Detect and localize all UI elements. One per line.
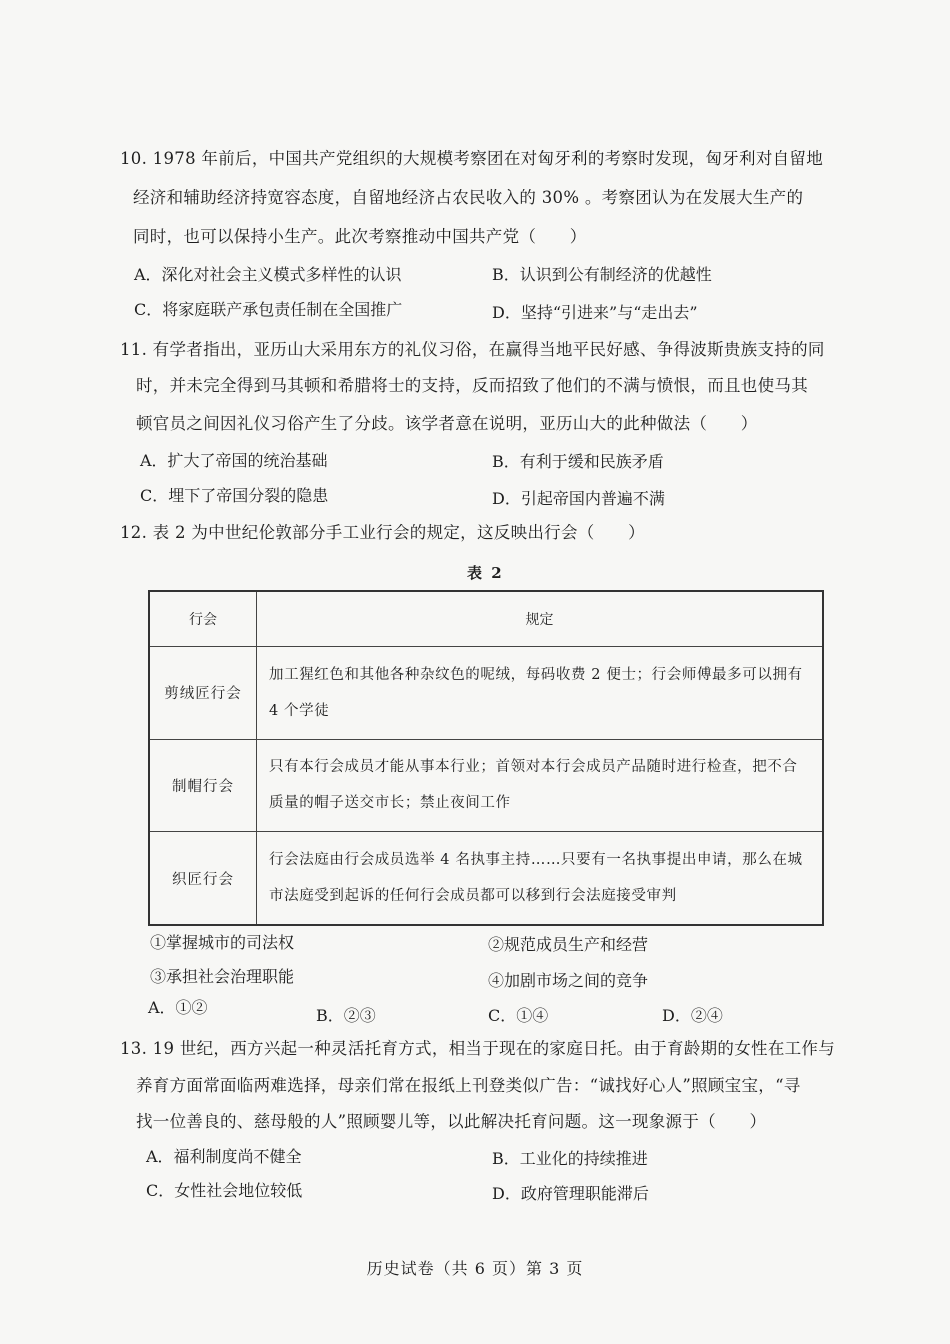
q10-option-a[interactable]: A．深化对社会主义模式多样性的认识 xyxy=(134,265,402,284)
q11-stem-line-3: 顿官员之间因礼仪习俗产生了分歧。该学者意在说明，亚历山大的此种做法（ ） xyxy=(136,414,758,433)
q11-option-a[interactable]: A．扩大了帝国的统治基础 xyxy=(140,451,328,470)
table-row xyxy=(149,832,823,925)
table-row xyxy=(149,647,823,740)
guild-name: 制帽行会 xyxy=(149,739,257,832)
q13-stem-line-1: 13. 19 世纪，西方兴起一种灵活托育方式，相当于现在的家庭日托。由于育龄期的女性在工作与 xyxy=(120,1039,836,1058)
q12-stem: 12. 表 2 为中世纪伦敦部分手工业行会的规定，这反映出行会（ ） xyxy=(120,523,645,542)
table-title: 表 2 xyxy=(467,564,504,582)
q11-stem-line-1: 11. 有学者指出，亚历山大采用东方的礼仪习俗，在赢得当地平民好感、争得波斯贵族支持的同 xyxy=(120,340,825,359)
q12-option-a[interactable]: A．①② xyxy=(148,998,208,1017)
guild-rule: 加工猩红色和其他各种杂纹色的呢绒，每码收费 2 便士；行会师傅最多可以拥有 4 个学徒 xyxy=(257,647,824,740)
q12-option-c[interactable]: C．①④ xyxy=(488,1006,549,1025)
q12-item-1: ①掌握城市的司法权 xyxy=(150,933,295,952)
q11-option-d[interactable]: D．引起帝国内普遍不满 xyxy=(492,489,665,508)
q13-option-b[interactable]: B．工业化的持续推进 xyxy=(492,1149,648,1168)
q12-option-d[interactable]: D．②④ xyxy=(662,1006,723,1025)
q13-option-d[interactable]: D．政府管理职能滞后 xyxy=(492,1184,649,1203)
q10-option-b[interactable]: B．认识到公有制经济的优越性 xyxy=(492,265,712,284)
q13-stem-line-3: 找一位善良的、慈母般的人”照顾婴儿等，以此解决托育问题。这一现象源于（ ） xyxy=(136,1112,767,1131)
q10-option-c[interactable]: C．将家庭联产承包责任制在全国推广 xyxy=(134,300,403,319)
q13-option-a[interactable]: A．福利制度尚不健全 xyxy=(146,1147,302,1166)
table-header-rule: 规定 xyxy=(257,591,824,647)
q10-stem-line-3: 同时，也可以保持小生产。此次考察推动中国共产党（ ） xyxy=(133,227,587,246)
q12-item-3: ③承担社会治理职能 xyxy=(150,967,295,986)
q10-stem-line-2: 经济和辅助经济持宽容态度，自留地经济占农民收入的 30% 。考察团认为在发展大生产的 xyxy=(133,188,804,207)
q13-stem-line-2: 养育方面常面临两难选择，母亲们常在报纸上刊登类似广告：“诚找好心人”照顾宝宝，“寻 xyxy=(136,1076,801,1095)
q12-option-b[interactable]: B．②③ xyxy=(316,1006,376,1025)
guild-rule: 只有本行会成员才能从事本行业；首领对本行会成员产品随时进行检查，把不合质量的帽子送交市长；禁止夜间工作 xyxy=(257,739,824,832)
table-header-guild: 行会 xyxy=(149,591,257,647)
q10-option-d[interactable]: D．坚持“引进来”与“走出去” xyxy=(492,303,698,322)
q11-stem-line-2: 时，并未完全得到马其顿和希腊将士的支持，反而招致了他们的不满与愤恨，而且也使马其 xyxy=(136,376,808,395)
guild-regulations-table xyxy=(148,590,824,926)
q11-option-b[interactable]: B．有利于缓和民族矛盾 xyxy=(492,452,664,471)
q12-item-4: ④加剧市场之间的竞争 xyxy=(488,971,649,990)
q11-option-c[interactable]: C．埋下了帝国分裂的隐患 xyxy=(140,486,329,505)
guild-rule: 行会法庭由行会成员选举 4 名执事主持……只要有一名执事提出申请，那么在城市法庭受到起诉的任何行会成员都可以移到行会法庭接受审判 xyxy=(257,832,824,925)
q13-option-c[interactable]: C．女性社会地位较低 xyxy=(146,1181,303,1200)
guild-name: 织匠行会 xyxy=(149,832,257,925)
q12-item-2: ②规范成员生产和经营 xyxy=(488,935,649,954)
table-header-row xyxy=(149,591,823,647)
q10-stem-line-1: 10. 1978 年前后，中国共产党组织的大规模考察团在对匈牙利的考察时发现，匈牙利对自留地 xyxy=(120,149,824,168)
guild-name: 剪绒匠行会 xyxy=(149,647,257,740)
table-row xyxy=(149,739,823,832)
page-footer: 历史试卷（共 6 页）第 3 页 xyxy=(366,1259,584,1278)
